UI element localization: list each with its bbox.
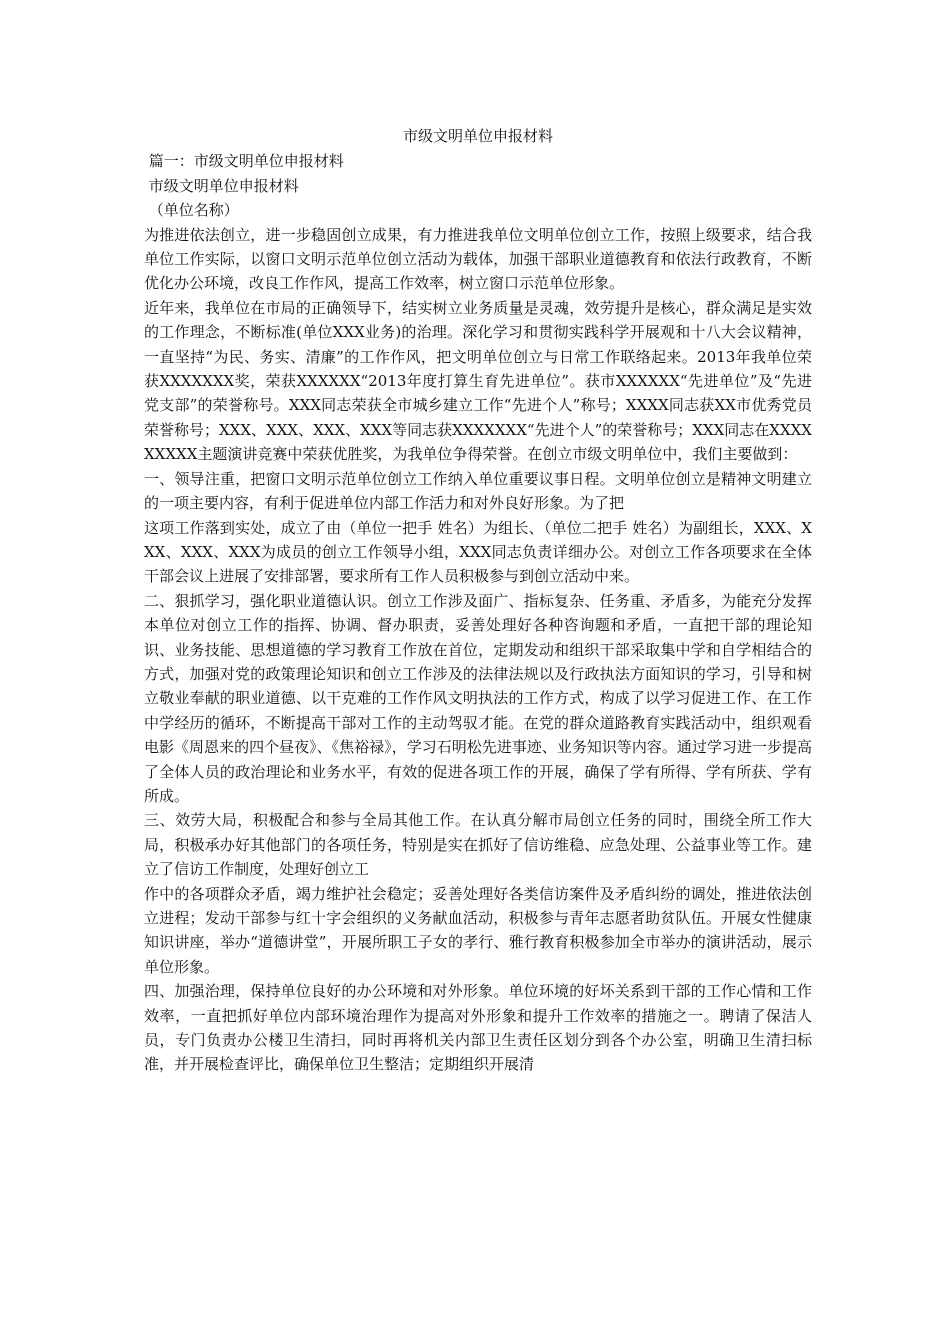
- header-line-subtitle: 市级文明单位申报材料: [144, 176, 299, 195]
- paragraph-achievements: 近年来，我单位在市局的正确领导下，结实树立业务质量是灵魂，效劳提升是核心，群众满足是实效的工作理念，不断标准(单位XXX业务)的治理。深化学习和贯彻实践科学开展观和十八大会议精神，一直坚持“为民、务实、清廉”的工作作风，把文明单位创立与日常工作联络起来。2013年我单位荣获XXXXXXX奖，荣获XXXXXX“2013年度打算生育先进单位”。获市XXXXXX“先进单位”及“先进党支部”的荣誉称号。XXX同志荣获全市城乡建立工作“先进个人”称号；XXXX同志获XX市优秀党员荣誉称号；XXX、XXX、XXX、XXX等同志获XXXXXXX“先进个人”的荣誉称号；XXX同志在XXXXXXXXX主题演讲竞赛中荣获优胜奖，为我单位争得荣誉。在创立市级文明单位中，我们主要做到：: [144, 298, 812, 464]
- paragraph-section-3-part-1: 三、效劳大局，积极配合和参与全局其他工作。在认真分解市局创立任务的同时，围绕全所工作大局，积极承办好其他部门的各项任务，特别是实在抓好了信访维稳、应急处理、公益事业等工作。建立了信访工作制度，处理好创立工: [144, 811, 812, 879]
- paragraph-section-1-part-1: 一、领导注重，把窗口文明示范单位创立工作纳入单位重要议事日程。文明单位创立是精神文明建立的一项主要内容，有利于促进单位内部工作活力和对外良好形象。为了把: [144, 469, 812, 513]
- header-line-article: 篇一：市级文明单位申报材料: [144, 152, 344, 171]
- paragraph-section-2: 二、狠抓学习，强化职业道德认识。创立工作涉及面广、指标复杂、任务重、矛盾多，为能充分发挥本单位对创立工作的指挥、协调、督办职责，妥善处理好各种咨询题和矛盾，一直把干部的理论知识、业务技能、思想道德的学习教育工作放在首位，定期发动和组织干部采取集中学和自学相结合的方式，加强对党的政策理论知识和创立工作涉及的法律法规以及行政执法方面知识的学习，引导和树立敬业奉献的职业道德、以干克难的工作作风文明执法的工作方式，构成了以学习促进工作、在工作中学经历的循环，不断提高干部对工作的主动驾驭才能。在党的群众道路教育实践活动中，组织观看电影《周恩来的四个昼夜》、《焦裕禄》，学习石明松先进事迹、业务知识等内容。通过学习进一步提高了全体人员的政治理论和业务水平，有效的促进各项工作的开展，确保了学有所得、学有所获、学有所成。: [144, 591, 812, 805]
- document-body: [144, 124, 812, 1077]
- paragraph-section-1-part-2: 这项工作落到实处，成立了由（单位一把手 姓名）为组长、（单位二把手 姓名）为副组长，XXX、XXX、XXX、XXX为成员的创立工作领导小组，XXX同志负责详细办公。对创立工作各项要求在全体干部会议上进展了安排部署，要求所有工作人员积极参与到创立活动中来。: [144, 518, 812, 586]
- paragraph-section-3-part-2: 作中的各项群众矛盾，竭力维护社会稳定；妥善处理好各类信访案件及矛盾纠纷的调处，推进依法创立进程；发动干部参与红十字会组织的义务献血活动，积极参与青年志愿者助贫队伍。开展女性健康知识讲座，举办“道德讲堂”，开展所职工子女的孝行、雅行教育积极参加全市举办的演讲活动，展示单位形象。: [144, 884, 812, 976]
- document-title: 市级文明单位申报材料: [402, 127, 553, 145]
- paragraph-intro: 为推进依法创立，进一步稳固创立成果，有力推进我单位文明单位创立工作，按照上级要求，结合我单位工作实际，以窗口文明示范单位创立活动为载体，加强干部职业道德教育和依法行政教育，不断优化办公环境，改良工作作风，提高工作效率，树立窗口示范单位形象。: [144, 225, 812, 293]
- paragraph-section-4: 四、加强治理，保持单位良好的办公环境和对外形象。单位环境的好坏关系到干部的工作心情和工作效率，一直把抓好单位内部环境治理作为提高对外形象和提升工作效率的措施之一。聘请了保洁人员，专门负责办公楼卫生清扫，同时再将机关内部卫生责任区划分到各个办公室，明确卫生清扫标准，并开展检查评比，确保单位卫生整洁；定期组织开展清: [144, 982, 812, 1074]
- header-line-unit-name: （单位名称）: [144, 201, 239, 220]
